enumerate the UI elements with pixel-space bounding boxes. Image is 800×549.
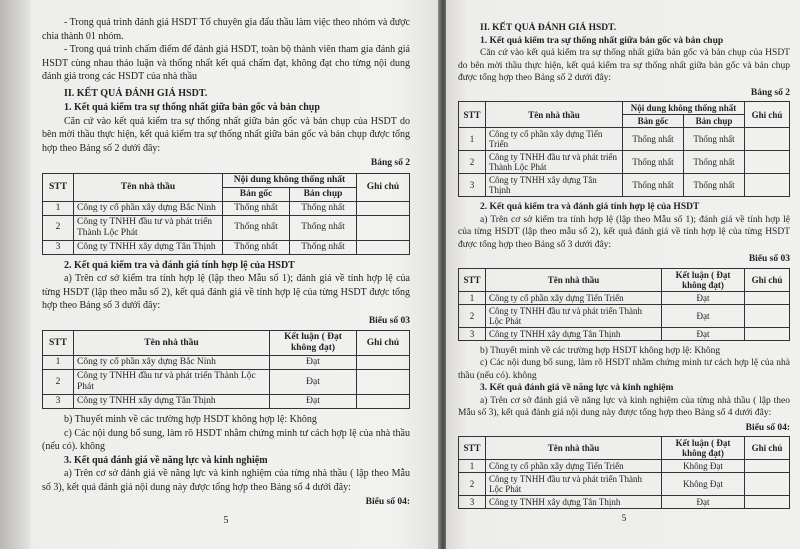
col-result: Kết luận ( Đạt không đạt) bbox=[662, 437, 745, 460]
subsection-1-text: Căn cứ vào kết quả kiểm tra sự thống nhất giữa bản gốc và bản chụp của HSDT do bên mời thầu thực hiện, kết quả kiểm tra sự thống nhất giữa bản gốc và bản chụp được tổng hợp theo Bảng số 2 dưới đây: bbox=[42, 115, 410, 154]
table-row bbox=[459, 291, 790, 304]
cell-stt: 1 bbox=[43, 201, 74, 215]
cell-original: Thống nhất bbox=[623, 128, 684, 151]
cell-name: Công ty cổ phần xây dựng Tiến Triển bbox=[486, 291, 662, 304]
table-row bbox=[459, 304, 790, 327]
subsection-3-title: 3. Kết quả đánh giá về năng lực và kinh nghiệm bbox=[480, 383, 674, 393]
cell-name: Công ty TNHH đầu tư và phát triển Thành Lộc Phát bbox=[74, 215, 223, 240]
section-heading: II. KẾT QUẢ ĐÁNH GIÁ HSDT. bbox=[64, 87, 208, 99]
cell-note bbox=[357, 215, 410, 240]
table-row bbox=[43, 370, 410, 395]
cell-name: Công ty cổ phần xây dựng Bắc Ninh bbox=[74, 356, 270, 370]
cell-name: Công ty TNHH xây dựng Tân Thịnh bbox=[74, 240, 223, 254]
table-row bbox=[459, 460, 790, 473]
subsection-2-a: a) Trên cơ sở kiểm tra tính hợp lệ (lập theo Mẫu số 1); đánh giá về tính hợp lệ của từng HSDT (lập theo mẫu số 2), kết quả đánh giá về tính hợp lệ của từng HSDT được tổng hợp theo Bảng số 3 dưới đây: bbox=[42, 273, 410, 311]
cell-original: Thống nhất bbox=[623, 151, 684, 174]
cell-name: Công ty cổ phần xây dựng Tiến Triển bbox=[486, 460, 662, 473]
subsection-2-c: c) Các nội dung bổ sung, làm rõ HSDT nhằm chứng minh tư cách hợp lệ của nhà thầu (nếu có). không bbox=[458, 358, 790, 381]
col-stt: STT bbox=[43, 331, 74, 356]
cell-result: Đạt bbox=[270, 370, 357, 395]
col-name: Tên nhà thầu bbox=[486, 102, 623, 128]
col-result: Kết luận ( Đạt không đạt) bbox=[662, 268, 745, 291]
table-4 bbox=[458, 436, 790, 509]
subsection-2-a: a) Trên cơ sở kiểm tra tính hợp lệ (lập theo Mẫu số 1); đánh giá về tính hợp lệ của từng HSDT (lập theo mẫu số 2), kết quả đánh giá về tính hợp lệ của từng HSDT được tổng hợp theo Bảng số 3 dưới đây: bbox=[458, 214, 790, 250]
cell-name: Công ty TNHH xây dựng Tân Thịnh bbox=[486, 174, 623, 197]
table-row bbox=[459, 174, 790, 197]
table-3 bbox=[42, 330, 410, 409]
cell-note bbox=[357, 240, 410, 254]
cell-stt: 3 bbox=[43, 240, 74, 254]
table-3-caption: Biểu số 03 bbox=[368, 315, 410, 326]
col-note: Ghi chú bbox=[357, 173, 410, 201]
cell-stt: 3 bbox=[459, 327, 486, 340]
page-number: 5 bbox=[223, 514, 229, 526]
cell-result: Không Đạt bbox=[662, 460, 745, 473]
table-2 bbox=[458, 101, 790, 197]
col-group: Nội dung không thống nhất bbox=[223, 173, 357, 187]
cell-result: Không Đạt bbox=[662, 473, 745, 496]
cell-result: Đạt bbox=[662, 496, 745, 509]
table-row bbox=[43, 215, 410, 240]
subsection-3-a: a) Trên cơ sở đánh giá về năng lực và kinh nghiệm của từng nhà thầu ( lập theo Mẫu số 3), kết quả đánh giá nội dung này được tổng hợp theo Bảng số 4 dưới đây: bbox=[458, 395, 790, 418]
cell-name: Công ty TNHH xây dựng Tân Thịnh bbox=[486, 327, 662, 340]
subsection-2-b: b) Thuyết minh về các trường hợp HSDT không hợp lệ: Không bbox=[480, 345, 721, 356]
col-name: Tên nhà thầu bbox=[486, 437, 662, 460]
table-row bbox=[459, 151, 790, 174]
cell-note bbox=[745, 496, 790, 509]
table-2-caption: Bảng số 2 bbox=[370, 158, 410, 168]
cell-stt: 2 bbox=[459, 473, 486, 496]
col-original: Bản gốc bbox=[223, 187, 290, 201]
cell-original: Thống nhất bbox=[223, 215, 290, 240]
cell-note bbox=[745, 304, 790, 327]
subsection-2-c: c) Các nội dung bổ sung, làm rõ HSDT nhằm chứng minh tư cách hợp lệ của nhà thầu (nếu có). không bbox=[42, 427, 410, 452]
col-stt: STT bbox=[459, 268, 486, 291]
table-row bbox=[459, 327, 790, 340]
cell-stt: 3 bbox=[459, 496, 486, 509]
cell-result: Đạt bbox=[662, 304, 745, 327]
cell-stt: 1 bbox=[459, 128, 486, 151]
intro-paragraph-2: - Trong quá trình chấm điểm để đánh giá HSDT, toàn bộ thành viên tham gia đánh giá HSDT cùng nhau thảo luận và thống nhất kết quả chấm đạt, không đạt cho từng nội dung đánh giá trong các HSDT của nhà thầu bbox=[42, 44, 410, 82]
cell-original: Thống nhất bbox=[623, 174, 684, 197]
table-4-caption: Biểu số 04: bbox=[745, 422, 790, 433]
cell-original: Thống nhất bbox=[223, 240, 290, 254]
table-row bbox=[459, 496, 790, 509]
table-2 bbox=[42, 173, 410, 255]
subsection-1-text: Căn cứ vào kết quả kiểm tra sự thống nhất giữa bản gốc và bản chụp của HSDT do bên mời thầu thực hiện, kết quả kiểm tra sự thống nhất giữa bản gốc và bản chụp được tổng hợp theo Bảng số 2 dưới đây: bbox=[458, 48, 790, 83]
subsection-2-title: 2. Kết quả kiểm tra và đánh giá tính hợp lệ của HSDT bbox=[64, 259, 295, 271]
section-heading: II. KẾT QUẢ ĐÁNH GIÁ HSDT. bbox=[480, 23, 617, 33]
cell-note bbox=[357, 395, 410, 409]
table-row bbox=[459, 128, 790, 151]
cell-original: Thống nhất bbox=[223, 201, 290, 215]
cell-copy: Thống nhất bbox=[684, 151, 745, 174]
cell-note bbox=[745, 473, 790, 496]
cell-name: Công ty TNHH đầu tư và phát triển Thành Lộc Phát bbox=[74, 370, 270, 395]
cell-note bbox=[745, 128, 790, 151]
cell-result: Đạt bbox=[270, 395, 357, 409]
intro-paragraph-1: - Trong quá trình đánh giá HSDT Tổ chuyên gia đấu thầu làm việc theo nhóm và được chia thành 01 nhóm. bbox=[42, 17, 410, 42]
col-note: Ghi chú bbox=[745, 268, 790, 291]
col-name: Tên nhà thầu bbox=[486, 268, 662, 291]
cell-note bbox=[745, 151, 790, 174]
subsection-2-title: 2. Kết quả kiểm tra và đánh giá tính hợp lệ của HSDT bbox=[480, 202, 700, 212]
cell-note bbox=[745, 174, 790, 197]
col-stt: STT bbox=[459, 437, 486, 460]
col-name: Tên nhà thầu bbox=[74, 173, 223, 201]
page-edge-shadow bbox=[0, 0, 30, 549]
table-row bbox=[459, 473, 790, 496]
cell-note bbox=[745, 327, 790, 340]
cell-note bbox=[745, 291, 790, 304]
subsection-1-title: 1. Kết quả kiểm tra sự thống nhất giữa bản gốc và bản chụp bbox=[480, 35, 724, 46]
cell-copy: Thống nhất bbox=[290, 240, 357, 254]
cell-note bbox=[357, 201, 410, 215]
col-stt: STT bbox=[459, 102, 486, 128]
table-3-caption: Biểu số 03 bbox=[748, 254, 790, 264]
cell-stt: 3 bbox=[43, 395, 74, 409]
cell-result: Đạt bbox=[662, 327, 745, 340]
cell-stt: 1 bbox=[459, 460, 486, 473]
page-number: 5 bbox=[621, 514, 627, 524]
cell-name: Công ty TNHH xây dựng Tân Thịnh bbox=[486, 496, 662, 509]
col-copy: Bản chụp bbox=[290, 187, 357, 201]
cell-note bbox=[357, 356, 410, 370]
col-copy: Bản chụp bbox=[684, 115, 745, 128]
table-row bbox=[43, 240, 410, 254]
cell-name: Công ty cổ phần xây dựng Tiến Triển bbox=[486, 128, 623, 151]
right-page bbox=[446, 0, 800, 549]
cell-copy: Thống nhất bbox=[290, 215, 357, 240]
cell-stt: 2 bbox=[43, 370, 74, 395]
cell-stt: 2 bbox=[459, 151, 486, 174]
cell-note bbox=[745, 460, 790, 473]
table-4-caption: Biểu số 04: bbox=[365, 497, 410, 507]
subsection-1-title: 1. Kết quả kiểm tra sự thống nhất giữa bản gốc và bản chụp bbox=[64, 102, 320, 113]
cell-copy: Thống nhất bbox=[290, 201, 357, 215]
col-name: Tên nhà thầu bbox=[74, 331, 270, 356]
cell-note bbox=[357, 370, 410, 395]
cell-stt: 3 bbox=[459, 174, 486, 197]
col-note: Ghi chú bbox=[745, 437, 790, 460]
col-group: Nội dung không thống nhất bbox=[623, 102, 745, 115]
table-3 bbox=[458, 268, 790, 341]
cell-result: Đạt bbox=[270, 356, 357, 370]
col-stt: STT bbox=[43, 173, 74, 201]
table-row bbox=[43, 356, 410, 370]
subsection-2-b: b) Thuyết minh về các trường hợp HSDT không hợp lệ: Không bbox=[64, 414, 317, 425]
cell-copy: Thống nhất bbox=[684, 174, 745, 197]
cell-copy: Thống nhất bbox=[684, 128, 745, 151]
table-row bbox=[43, 395, 410, 409]
table-row bbox=[43, 201, 410, 215]
col-original: Bản gốc bbox=[623, 115, 684, 128]
cell-result: Đạt bbox=[662, 291, 745, 304]
table-2-caption: Bảng số 2 bbox=[750, 87, 790, 98]
subsection-3-title: 3. Kết quả đánh giá về năng lực và kinh nghiệm bbox=[64, 454, 268, 466]
col-note: Ghi chú bbox=[745, 102, 790, 128]
col-note: Ghi chú bbox=[357, 331, 410, 356]
cell-name: Công ty TNHH xây dựng Tân Thịnh bbox=[74, 395, 270, 409]
cell-name: Công ty cổ phần xây dựng Bắc Ninh bbox=[74, 201, 223, 215]
cell-name: Công ty TNHH đầu tư và phát triển Thành Lộc Phát bbox=[486, 473, 662, 496]
subsection-3-a: a) Trên cơ sở đánh giá về năng lực và kinh nghiệm của từng nhà thầu ( lập theo Mẫu số 3), kết quả đánh giá nội dung này được tổng hợp theo Bảng số 4 dưới đây: bbox=[42, 468, 410, 493]
cell-stt: 2 bbox=[43, 215, 74, 240]
cell-name: Công ty TNHH đầu tư và phát triển Thành Lộc Phát bbox=[486, 304, 662, 327]
cell-stt: 2 bbox=[459, 304, 486, 327]
col-result: Kết luận ( Đạt không đạt) bbox=[270, 331, 357, 356]
cell-stt: 1 bbox=[43, 356, 74, 370]
cell-stt: 1 bbox=[459, 291, 486, 304]
cell-name: Công ty TNHH đầu tư và phát triển Thành Lộc Phát bbox=[486, 151, 623, 174]
